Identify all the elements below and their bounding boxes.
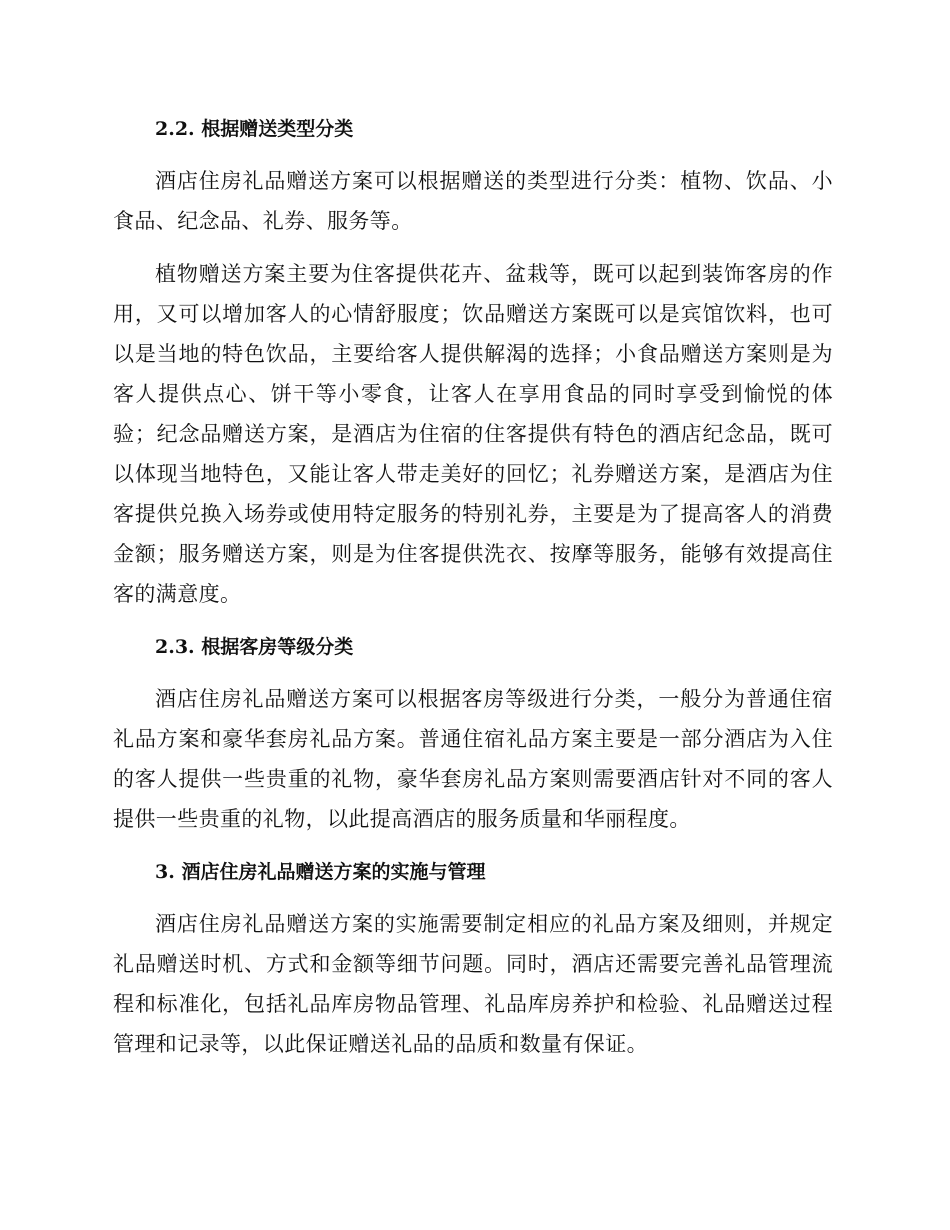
paragraph: 植物赠送方案主要为住客提供花卉、盆栽等，既可以起到装饰客房的作用，又可以增加客人的心情舒服度；饮品赠送方案既可以是宾馆饮料，也可以是当地的特色饮品，主要给客人提供解渴的选择；小食品赠送方案则是为客人提供点心、饼干等小零食，让客人在享用食品的同时享受到愉悦的体验；纪念品赠送方案，是酒店为住宿的住客提供有特色的酒店纪念品，既可以体现当地特色，又能让客人带走美好的回忆；礼券赠送方案，是酒店为住客提供兑换入场券或使用特定服务的特别礼券，主要是为了提高客人的消费金额；服务赠送方案，则是为住客提供洗衣、按摩等服务，能够有效提高住客的满意度。 (113, 262, 833, 606)
section-heading-2-2: 2.2. 根据赠送类型分类 (155, 118, 354, 140)
paragraph: 酒店住房礼品赠送方案的实施需要制定相应的礼品方案及细则，并规定礼品赠送时机、方式和金额等细节问题。同时，酒店还需要完善礼品管理流程和标准化，包括礼品库房物品管理、礼品库房养护和检验、礼品赠送过程管理和记录等，以此保证赠送礼品的品质和数量有保证。 (113, 912, 833, 1056)
section-heading-2-3: 2.3. 根据客房等级分类 (155, 636, 354, 658)
document-body (113, 109, 833, 1064)
section-heading-3: 3. 酒店住房礼品赠送方案的实施与管理 (155, 861, 486, 883)
paragraph: 酒店住房礼品赠送方案可以根据客房等级进行分类，一般分为普通住宿礼品方案和豪华套房礼品方案。普通住宿礼品方案主要是一部分酒店为入住的客人提供一些贵重的礼物，豪华套房礼品方案则需要酒店针对不同的客人提供一些贵重的礼物，以此提高酒店的服务质量和华丽程度。 (113, 687, 833, 831)
paragraph: 酒店住房礼品赠送方案可以根据赠送的类型进行分类：植物、饮品、小食品、纪念品、礼券、服务等。 (113, 169, 833, 233)
